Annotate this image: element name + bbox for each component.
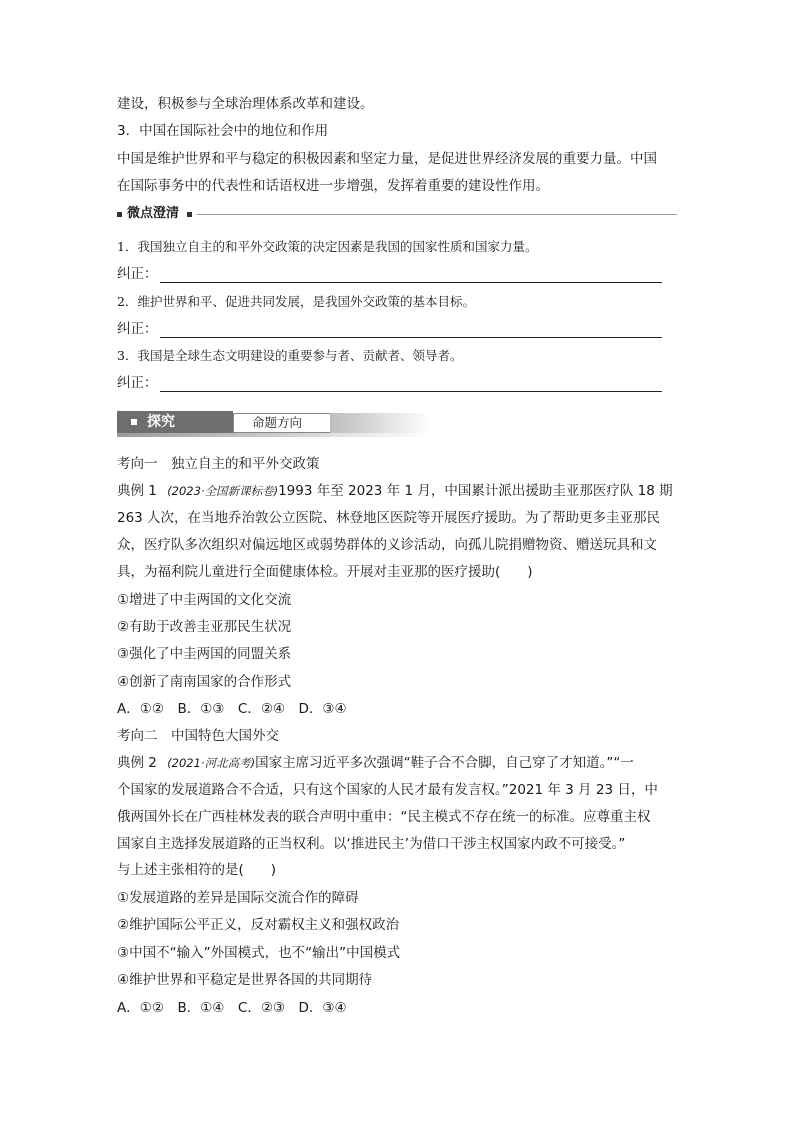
example-1-line-4: 具，为福利院儿童进行全面健康体检。开展对圭亚那的医疗援助( ) [117, 564, 533, 580]
clarify-item-1: 1．我国独立自主的和平外交政策的决定因素是我国的国家性质和国家力量。 [117, 239, 538, 254]
example-2-line-3: 俄两国外长在广西桂林发表的联合声明中重申：“民主模式不存在统一的标准。应尊重主权 [117, 809, 651, 825]
example-1-label: 典例 1 [117, 483, 157, 499]
example-2-option-4: ④维护世界和平稳定是世界各国的共同期待 [117, 972, 373, 988]
example-2-line-4: 国家自主选择发展道路的正当权利。以‘推进民主’为借口干涉主权国家内政不可接受。” [117, 836, 626, 852]
explore-tab-sub-label: 命题方向 [252, 415, 303, 430]
correct-field-3[interactable] [117, 373, 662, 393]
example-1-text: 1993 年至 2023 年 1 月，中国累计派出援助圭亚那医疗队 18 期 [278, 483, 673, 499]
example-1-line-2: 263 人次，在当地乔治敦公立医院、林登地区医院等开展医疗援助。为了帮助更多圭亚那民 [117, 510, 661, 526]
square-bullet-icon [187, 212, 192, 217]
direction-2-title: 考向二 中国特色大国外交 [117, 728, 279, 744]
correct-field-1[interactable] [117, 264, 662, 284]
clarify-title: 微点澄清 [127, 206, 180, 221]
example-2-label: 典例 2 [117, 755, 157, 771]
correct-label: 纠正： [117, 266, 158, 282]
direction-1-title: 考向一 独立自主的和平外交政策 [117, 456, 320, 472]
example-1-line-3: 众，医疗队多次组织对偏远地区或弱势群体的义诊活动，向孤儿院捐赠物资、赠送玩具和文 [117, 537, 657, 553]
explore-section-banner [117, 411, 431, 436]
example-2-answers: A．①② B．①④ C．②③ D．③④ [117, 1000, 347, 1016]
intro-paragraph-line-2: 在国际事务中的代表性和话语权进一步增强，发挥着重要的建设性作用。 [117, 178, 549, 194]
intro-paragraph-line-1: 中国是维护世界和平与稳定的积极因素和坚定力量，是促进世界经济发展的重要力量。中国 [117, 151, 657, 167]
square-bullet-icon [131, 419, 137, 425]
example-2-line-5: 与上述主张相符的是( ) [117, 862, 277, 878]
explore-tab-main [117, 411, 233, 433]
example-2-text: 国家主席习近平多次强调“鞋子合不合脚，自己穿了才知道。”“一 [255, 755, 634, 771]
example-1-source: (2023·全国新课标卷) [167, 484, 279, 498]
explore-tab-sub [233, 413, 331, 433]
example-2-source: (2021·河北高考) [167, 756, 256, 770]
example-2-option-1: ①发展道路的差异是国际交流合作的障碍 [117, 890, 359, 906]
heading-3: 3．中国在国际社会中的地位和作用 [117, 123, 329, 139]
banner-underline [117, 433, 431, 437]
correct-label: 纠正： [117, 375, 158, 391]
example-1-line-1 [117, 481, 673, 501]
intro-line: 建设，积极参与全球治理体系改革和建设。 [117, 96, 374, 112]
divider [197, 214, 677, 215]
answer-line[interactable] [160, 337, 662, 338]
correct-field-2[interactable] [117, 319, 662, 339]
example-2-option-2: ②维护国际公平正义，反对霸权主义和强权政治 [117, 917, 400, 933]
clarify-section-header [117, 204, 677, 224]
answer-line[interactable] [160, 391, 662, 392]
example-1-option-4: ④创新了南南国家的合作形式 [117, 674, 292, 690]
example-2-option-3: ③中国不“输入”外国模式，也不“输出”中国模式 [117, 945, 401, 961]
square-bullet-icon [117, 212, 122, 217]
clarify-item-3: 3．我国是全球生态文明建设的重要参与者、贡献者、领导者。 [117, 348, 463, 363]
answer-line[interactable] [160, 282, 662, 283]
example-2-line-1 [117, 753, 634, 773]
clarify-item-2: 2．维护世界和平、促进共同发展，是我国外交政策的基本目标。 [117, 294, 475, 309]
explore-tab-main-label: 探究 [147, 414, 175, 430]
example-2-line-2: 个国家的发展道路合不合适，只有这个国家的人民才最有发言权。”2021 年 3 月 23 日，中 [117, 782, 658, 798]
correct-label: 纠正： [117, 321, 158, 337]
example-1-answers: A．①② B．①③ C．②④ D．③④ [117, 701, 347, 717]
example-1-option-3: ③强化了中圭两国的同盟关系 [117, 646, 292, 662]
banner-fade [330, 413, 431, 433]
example-1-option-1: ①增进了中圭两国的文化交流 [117, 592, 292, 608]
example-1-option-2: ②有助于改善圭亚那民生状况 [117, 619, 292, 635]
